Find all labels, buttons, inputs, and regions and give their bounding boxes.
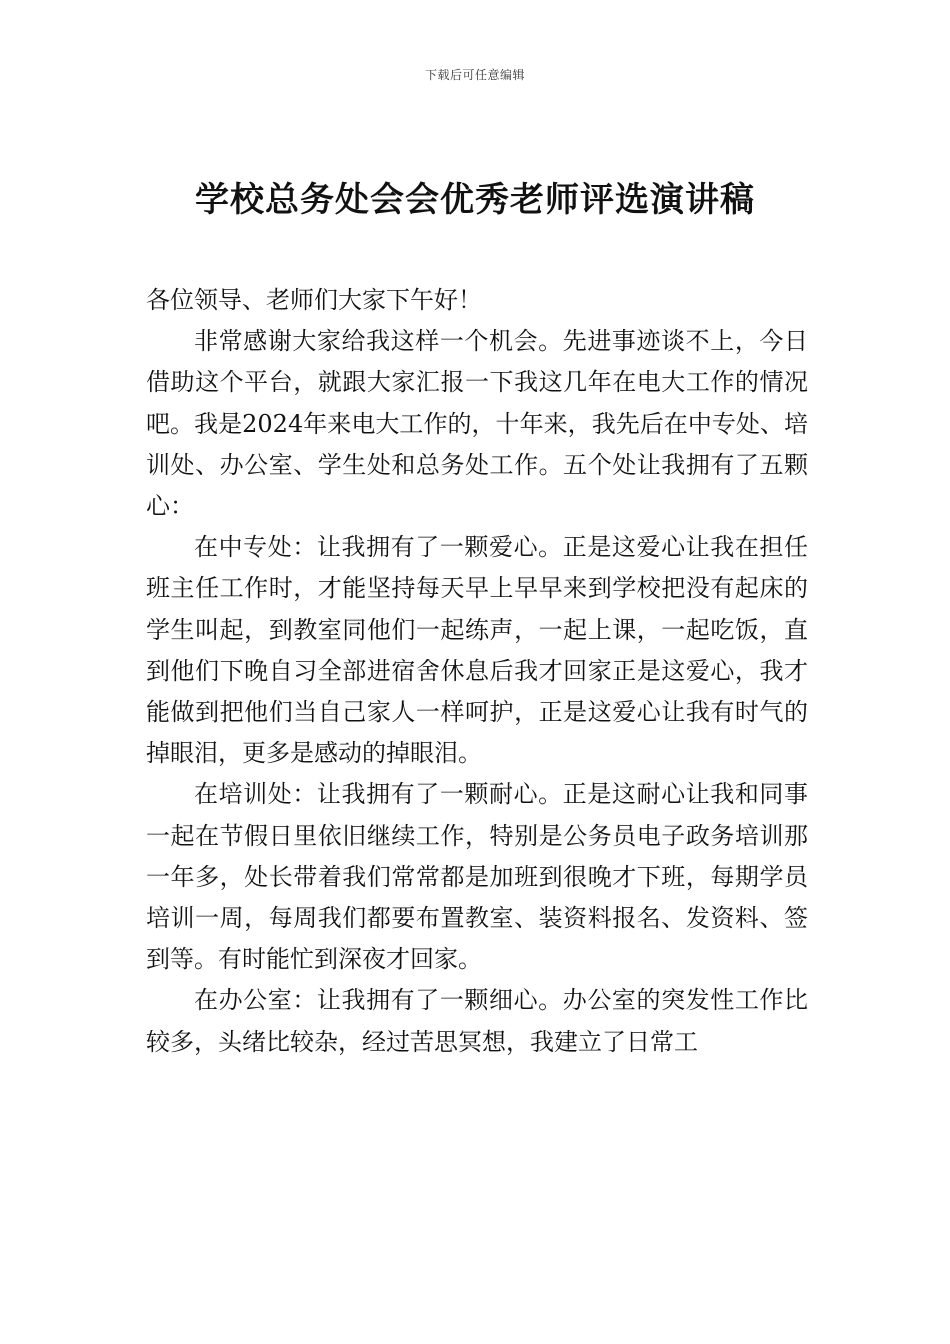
document-body: [146, 280, 808, 1063]
document-title: 学校总务处会会优秀老师评选演讲稿: [195, 180, 755, 220]
body-paragraph: 在办公室：让我拥有了一颗细心。办公室的突发性工作比较多，头绪比较杂，经过苦思冥想，我建立了日常工: [146, 986, 808, 1056]
body-paragraph: 在中专处：让我拥有了一颗爱心。正是这爱心让我在担任班主任工作时，才能坚持每天早上早早来到学校把没有起床的学生叫起，到教室同他们一起练声，一起上课，一起吃饭，直到他们下晚自习全部进宿舍休息后我才回家正是这爱心，我才能做到把他们当自己家人一样呵护，正是这爱心让我有时气的掉眼泪，更多是感动的掉眼泪。: [146, 533, 808, 768]
body-paragraph: 在培训处：让我拥有了一颗耐心。正是这耐心让我和同事一起在节假日里依旧继续工作，特别是公务员电子政务培训那一年多，处长带着我们常常都是加班到很晚才下班，每期学员培训一周，每周我们都要布置教室、装资料报名、发资料、签到等。有时能忙到深夜才回家。: [146, 780, 808, 974]
body-paragraph: 非常感谢大家给我这样一个机会。先进事迹谈不上，今日借助这个平台，就跟大家汇报一下我这几年在电大工作的情况吧。我是2024年来电大工作的，十年来，我先后在中专处、培训处、办公室、学生处和总务处工作。五个处让我拥有了五颗心：: [146, 327, 808, 521]
page-header-note: 下载后可任意编辑: [424, 68, 525, 82]
greeting-paragraph: 各位领导、老师们大家下午好！: [146, 286, 482, 314]
